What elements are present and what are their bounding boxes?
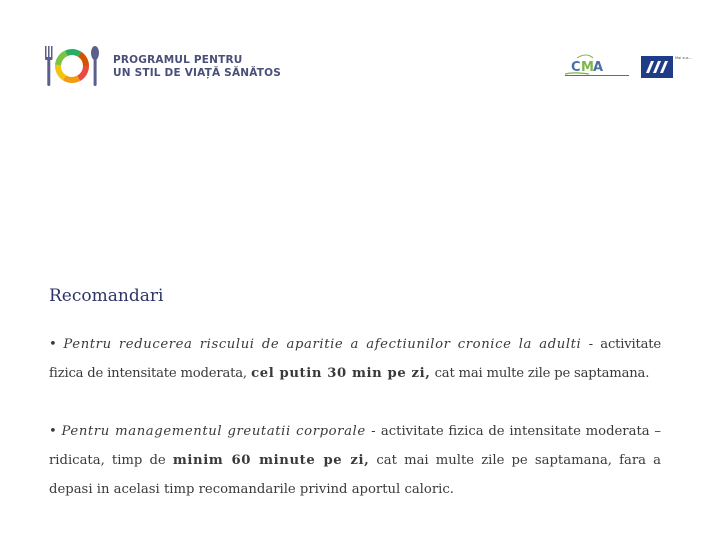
recommendation-text: activitate fizica de intensitate moderata, <box>49 337 661 381</box>
svg-text:M: M <box>581 60 594 75</box>
svg-text:C: C <box>571 60 581 75</box>
bullet: • <box>49 424 57 439</box>
program-logo <box>42 44 102 88</box>
program-title-line2: UN STIL DE VIAȚĂ SĂNĂTOS <box>113 67 282 79</box>
svg-text:A: A <box>593 60 604 75</box>
recommendation-lead: Pentru managementul greutatii corporale - <box>61 424 377 439</box>
bullet: • <box>49 337 57 352</box>
uma-logo <box>641 56 673 78</box>
recommendation-emphasis: minim 60 minute pe zi, <box>172 453 370 468</box>
recommendation-lead: Pentru reducerea riscului de aparitie a afectiunilor cronice la adulti - <box>63 337 594 352</box>
slide-header <box>0 0 720 100</box>
recommendation-emphasis: cel putin 30 min pe zi, <box>251 366 431 381</box>
recommendation-text-end: cat mai multe zile pe saptamana. <box>434 366 650 381</box>
recommendation-text-end: cat mai multe zile pe saptamana, fara a depasi in acelasi timp recomandarile privind aportul caloric. <box>49 453 661 497</box>
recommendation-item-2 <box>49 417 661 504</box>
program-title <box>113 54 281 80</box>
recommendation-text: activitate fizica de intensitate moderata – ridicata, timp de <box>49 424 661 468</box>
color-wheel-icon <box>58 52 86 80</box>
program-title-line1: PROGRAMUL PENTRU <box>113 54 243 66</box>
partner-logo-text: Mai sus... <box>675 56 692 60</box>
section-title: Recomandari <box>49 286 164 306</box>
fork-icon <box>45 46 53 86</box>
cma-logo <box>561 52 633 80</box>
recommendation-item-1 <box>49 330 661 388</box>
spoon-icon <box>91 46 99 86</box>
